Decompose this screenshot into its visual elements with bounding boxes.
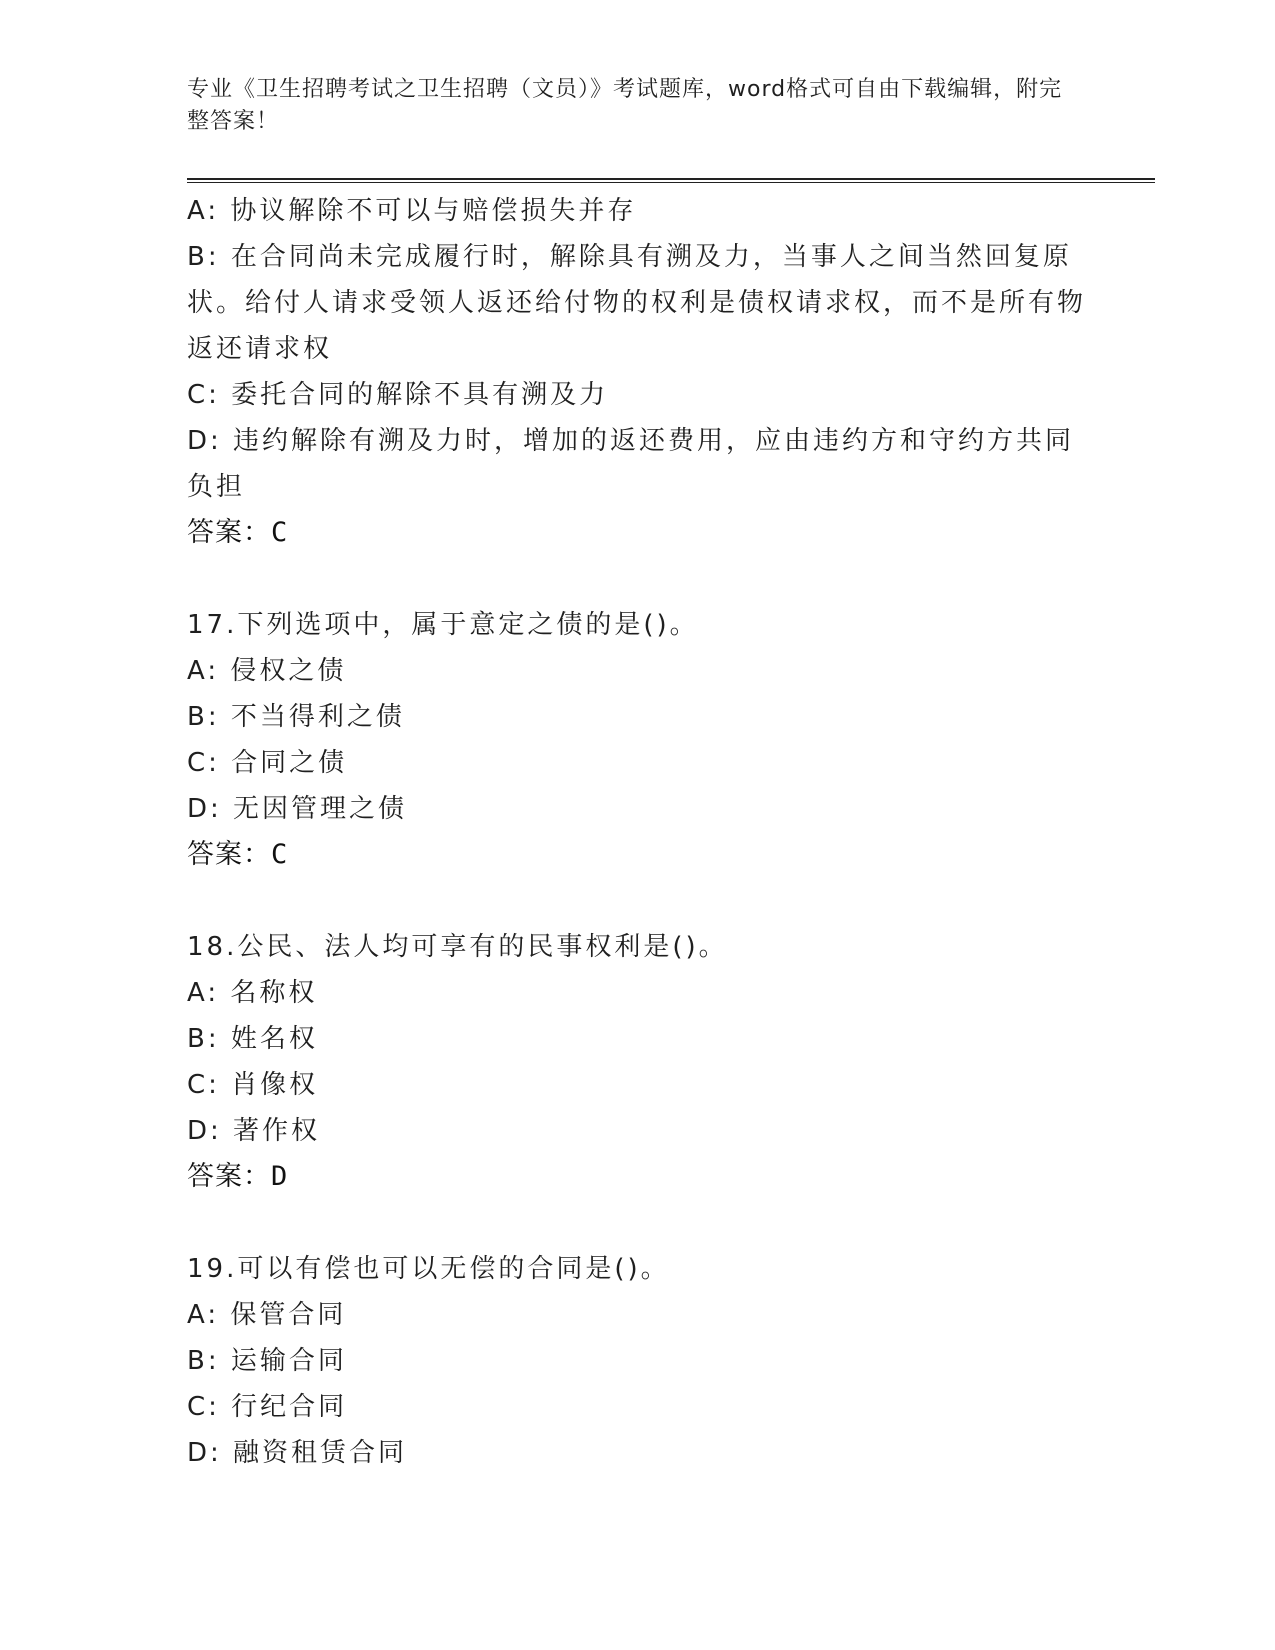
document-body (187, 188, 1087, 1476)
option-c: C: 行纪合同 (187, 1392, 348, 1422)
option-c: C: 委托合同的解除不具有溯及力 (187, 380, 609, 410)
answer-line (187, 832, 1087, 878)
question-block-17 (187, 602, 1087, 878)
option-b: B: 不当得利之债 (187, 702, 405, 732)
option-b: B: 运输合同 (187, 1346, 347, 1376)
answer-line (187, 510, 1087, 556)
spacer (187, 878, 1087, 924)
option-b: B: 在合同尚未完成履行时，解除具有溯及力，当事人之间当然回复原状。给付人请求受领人返还给付物的权利是债权请求权，而不是所有物返还请求权 (187, 242, 1087, 364)
answer-label: 答案： (187, 517, 271, 548)
document-header: 专业《卫生招聘考试之卫生招聘（文员）》考试题库，word格式可自由下载编辑，附完整答案！ (187, 77, 1063, 134)
answer-line (187, 1154, 1087, 1200)
option-a: A: 侵权之债 (187, 656, 347, 686)
option-d: D: 著作权 (187, 1116, 321, 1146)
answer-value: C (271, 839, 289, 870)
option-a: A: 协议解除不可以与赔偿损失并存 (187, 196, 637, 226)
option-d: D: 违约解除有溯及力时，增加的返还费用，应由违约方和守约方共同负担 (187, 426, 1075, 502)
question-stem: 19.可以有偿也可以无偿的合同是()。 (187, 1254, 670, 1284)
option-a: A: 名称权 (187, 978, 318, 1008)
spacer (187, 556, 1087, 602)
option-c: C: 肖像权 (187, 1070, 319, 1100)
answer-label: 答案： (187, 1161, 271, 1192)
question-stem: 18.公民、法人均可享有的民事权利是()。 (187, 932, 728, 962)
spacer (187, 1200, 1087, 1246)
question-block-16 (187, 188, 1087, 556)
answer-value: D (271, 1161, 289, 1192)
option-b: B: 姓名权 (187, 1024, 318, 1054)
answer-label: 答案： (187, 839, 271, 870)
question-block-18 (187, 924, 1087, 1200)
answer-value: C (271, 517, 289, 548)
header-divider (187, 178, 1155, 183)
question-stem: 17.下列选项中，属于意定之债的是()。 (187, 610, 699, 640)
option-a: A: 保管合同 (187, 1300, 347, 1330)
question-block-19 (187, 1246, 1087, 1476)
option-c: C: 合同之债 (187, 748, 348, 778)
option-d: D: 无因管理之债 (187, 794, 408, 824)
option-d: D: 融资租赁合同 (187, 1438, 408, 1468)
